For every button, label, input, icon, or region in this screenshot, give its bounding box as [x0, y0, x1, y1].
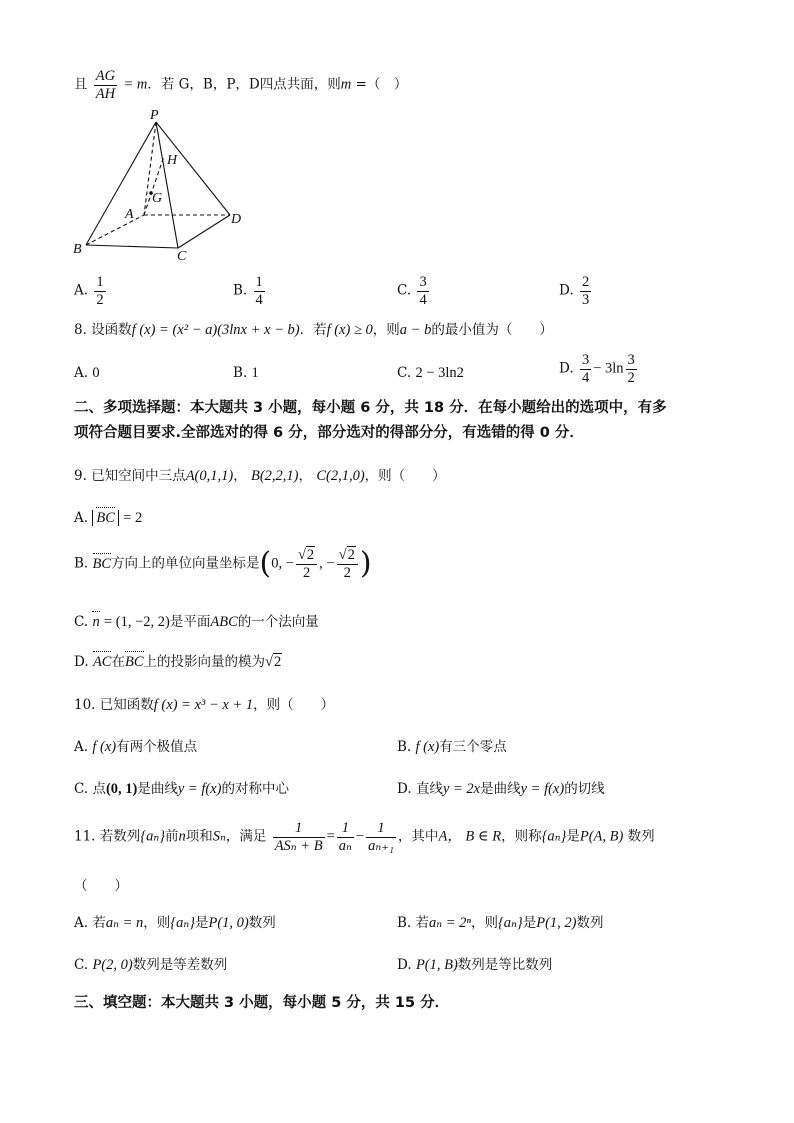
option-label: B. [397, 739, 412, 755]
q8-text-3: ，则 [372, 322, 400, 338]
q8-option-c[interactable] [397, 365, 464, 382]
question-number: 8. [74, 322, 87, 338]
q11-option-a[interactable] [74, 915, 276, 932]
q11-answer-paren: （ ） [74, 878, 128, 894]
vector-norm [92, 510, 119, 526]
q9-option-a[interactable] [74, 510, 142, 527]
q7-option-b[interactable] [233, 274, 267, 308]
denominator: 2 [343, 564, 351, 581]
option-label: A. [74, 365, 89, 381]
p-notation: P(1, 0) [208, 915, 249, 931]
option-mid: − 3ln [593, 360, 624, 377]
label-p: P [150, 108, 159, 123]
option-label: C. [397, 365, 412, 381]
question-number: 10. [74, 697, 96, 713]
option-fraction [94, 274, 105, 308]
numerator: 1 [255, 274, 263, 290]
q7-condition-line [74, 68, 407, 102]
q11-text-6: ，则称 [501, 828, 542, 845]
sqrt-sign: √2 [265, 654, 282, 670]
minus: − [355, 828, 365, 845]
q9-tail: ，则（ ） [364, 468, 446, 484]
q9-option-c[interactable] [74, 614, 319, 631]
denominator: ASₙ + B [274, 837, 323, 854]
option-text-is: 是 [195, 915, 209, 931]
q11-option-b[interactable] [397, 915, 604, 932]
q11-fraction-1 [273, 820, 325, 854]
option-label: C. [397, 282, 412, 299]
option-text-1: 是平面 [169, 614, 211, 630]
sqrt-fraction-2 [337, 547, 358, 581]
question-number: 9. [74, 468, 87, 484]
numerator: 1 [96, 274, 104, 290]
option-value: = 2 [123, 510, 143, 526]
option-label: A. [74, 282, 89, 299]
q9-option-d[interactable] [74, 654, 282, 671]
section-2-line-2: 项符合题目要求.全部选对的得 6 分，部分选对的得部分分，有选错的得 0 分． [74, 425, 584, 441]
numerator: 1 [273, 820, 325, 838]
q8-condition: f (x) ≥ 0 [326, 322, 373, 338]
option-label: B. [74, 555, 89, 572]
q10-option-b[interactable] [397, 739, 507, 756]
option-label: C. [74, 781, 89, 797]
option-text-is: 是 [522, 915, 537, 931]
option-text-pre: 若 [92, 915, 106, 931]
p-notation: P(1, 2) [536, 915, 577, 931]
q9-point-c: C(2,1,0) [316, 468, 365, 484]
vector-bc: BC [96, 510, 115, 526]
q7-condition-text: ．若 G，B，P，D四点共面，则 [147, 76, 341, 93]
section-2-heading [74, 396, 667, 446]
q10-option-c[interactable] [74, 781, 289, 798]
label-h: H [167, 153, 178, 168]
sum-var: Sₙ [212, 828, 226, 845]
q7-ratio-fraction [94, 68, 117, 102]
q8-option-b[interactable] [233, 365, 259, 382]
option-value: 0 [92, 365, 100, 381]
q10-tail: ，则（ ） [253, 697, 335, 713]
q10-option-d[interactable] [397, 781, 605, 798]
denominator: 3 [581, 291, 590, 308]
function-ref: f (x) [415, 739, 440, 755]
q7-ratio-denominator: AH [95, 85, 116, 102]
q10-function-expr: f (x) = x³ − x + 1 [153, 697, 254, 713]
p-notation: P(2, 0) [92, 957, 133, 973]
p-notation: P(1, B) [415, 957, 458, 973]
option-value: 2 − 3ln2 [415, 365, 464, 381]
q11-option-c[interactable] [74, 957, 227, 974]
option-fraction [417, 274, 428, 308]
option-fraction-2 [626, 352, 637, 386]
edge-bc [86, 245, 178, 248]
label-b: B [73, 242, 82, 257]
numerator: 3 [419, 274, 427, 290]
label-c: C [177, 249, 187, 264]
q11-option-d[interactable] [397, 957, 552, 974]
denominator: 4 [581, 369, 590, 386]
option-label: D. [397, 781, 412, 797]
q7-ratio-equals: = m [123, 76, 148, 93]
option-text-mid: 是曲线 [137, 781, 178, 797]
option-text-2: 的一个法向量 [237, 614, 319, 630]
q7-prefix: 且 [74, 76, 88, 93]
option-label: A. [74, 510, 89, 526]
option-label: B. [397, 915, 412, 931]
ab-condition: A， B ∈ R [438, 828, 502, 845]
q8-stem [74, 322, 553, 339]
option-label: C. [74, 957, 89, 973]
coord-part-1: 0, − [271, 555, 294, 572]
p-notation: P(A, B) [579, 828, 624, 845]
q11-text-1: 若数列 [99, 828, 141, 845]
radicand: 2 [347, 546, 355, 563]
function-ref: f (x) [92, 739, 117, 755]
label-d: D [231, 212, 242, 227]
q8-function-expr: f (x) = (x² − a)(3lnx + x − b) [131, 322, 300, 338]
q7-option-a[interactable] [74, 274, 108, 308]
q7-tail: =（ ） [351, 76, 408, 93]
q11-text-3: 项和 [185, 828, 213, 845]
coord-part-2: , − [319, 555, 335, 572]
option-text-post: 数列 [576, 915, 604, 931]
point-coords: (0, 1) [105, 781, 138, 797]
edge-pd [156, 122, 230, 215]
q9-stem: 9. 已知空间中三点A(0,1,1)， B(2,2,1)， C(2,1,0)，则（ ） [74, 468, 446, 484]
q11-text-4: ，满足 [225, 828, 267, 845]
option-text-mid: 是曲线 [480, 781, 521, 797]
plane-name: ABC [210, 614, 238, 630]
q11-stem [74, 820, 655, 854]
option-label: D. [397, 957, 412, 973]
edge-cd [178, 215, 230, 248]
denominator: aₙ [338, 837, 352, 854]
vector-bc: BC [92, 555, 112, 572]
segment-ah-hidden [144, 156, 164, 215]
denominator: 2 [96, 291, 104, 308]
q11-text-8: 数列 [627, 828, 655, 845]
q9-option-b[interactable] [74, 546, 372, 582]
numerator: 1 [366, 820, 396, 838]
n-var: n [178, 828, 186, 845]
option-label: B. [233, 282, 248, 299]
option-text: 数列是等差数列 [132, 957, 228, 973]
option-text-mid: ，则 [143, 915, 171, 931]
q7-option-c[interactable] [397, 274, 431, 308]
denominator: 2 [627, 369, 635, 386]
sqrt-sign: √2 [297, 546, 315, 563]
sequence: {aₙ} [541, 828, 567, 845]
option-text-mid: ，则 [471, 915, 498, 931]
option-fraction [254, 274, 265, 308]
sqrt-fraction-1 [296, 547, 317, 581]
denominator: 4 [255, 291, 263, 308]
q10-stem [74, 697, 334, 714]
label-g: G [152, 191, 163, 206]
q9-text: 已知空间中三点 [91, 468, 186, 484]
radicand: 2 [306, 546, 315, 563]
option-text-1: 在 [111, 654, 125, 670]
q11-text-5: ，其中 [397, 828, 439, 845]
label-a: A [125, 207, 134, 222]
q8-text-1: 设函数 [91, 322, 132, 338]
curve-eq: y = f(x) [520, 781, 565, 797]
option-text-pre: 直线 [415, 781, 443, 797]
section-3-heading: 三、填空题：本大题共 3 小题，每小题 5 分，共 15 分． [74, 995, 450, 1011]
option-value: 1 [251, 365, 259, 381]
q8-text-4: 的最小值为（ ） [431, 322, 553, 338]
option-text-pre: 若 [415, 915, 430, 931]
sequence: {aₙ} [140, 828, 166, 845]
option-label: A. [74, 915, 89, 931]
option-text-post: 的对称中心 [221, 781, 289, 797]
edge-pb [86, 122, 156, 245]
open-paren: ( [259, 546, 272, 581]
condition: aₙ = 2ⁿ [429, 915, 471, 931]
sqrt-sign: √2 [338, 546, 355, 563]
option-label: D. [559, 282, 574, 299]
sequence: {aₙ} [498, 915, 523, 931]
option-text-post: 的切线 [564, 781, 605, 797]
numerator: 1 [337, 820, 354, 838]
q8-option-a[interactable] [74, 365, 100, 382]
q10-text: 已知函数 [99, 697, 154, 713]
option-label: D. [74, 654, 89, 670]
curve-eq: y = f(x) [177, 781, 222, 797]
numerator: 3 [627, 352, 635, 368]
q8-target: a − b [399, 322, 432, 338]
line-eq: y = 2x [442, 781, 481, 797]
q11-fraction-3 [366, 820, 396, 854]
denominator: 4 [419, 291, 427, 308]
numerator: 3 [581, 352, 590, 368]
q7-option-d[interactable] [559, 274, 593, 308]
option-fraction [580, 274, 591, 308]
q11-text-2: 前 [165, 828, 179, 845]
option-text: 数列是等比数列 [457, 957, 553, 973]
denominator: aₙ₊₁ [368, 837, 394, 854]
option-label: D. [559, 360, 574, 377]
vector-n: n [92, 614, 100, 630]
q9-point-a: A(0,1,1) [185, 468, 234, 484]
question-number: 11. [74, 828, 96, 845]
option-text: 有三个零点 [439, 739, 507, 755]
vector-ac: AC [92, 654, 112, 670]
radicand: 2 [273, 654, 282, 670]
vector-bc: BC [124, 654, 144, 670]
q7-variable: m [340, 76, 352, 93]
option-text: 方向上的单位向量坐标是 [111, 555, 260, 572]
option-label: C. [74, 614, 89, 630]
option-label: A. [74, 739, 89, 755]
q8-text-2: ．若 [299, 322, 327, 338]
option-text-pre: 点 [92, 781, 106, 797]
q11-fraction-2 [337, 820, 354, 854]
section-2-line-1: 二、多项选择题：本大题共 3 小题，每小题 6 分，共 18 分．在每小题给出的选项中，有多 [74, 400, 667, 416]
option-text-2: 上的投影向量的模为 [143, 654, 265, 670]
option-text: 有两个极值点 [116, 739, 198, 755]
q11-text-7: 是 [566, 828, 580, 845]
q8-option-d[interactable] [559, 352, 639, 386]
q10-option-a[interactable] [74, 739, 197, 756]
option-label: B. [233, 365, 248, 381]
option-text-post: 数列 [248, 915, 276, 931]
equals: = [326, 828, 335, 845]
option-fraction-1 [580, 352, 591, 386]
denominator: 2 [302, 564, 311, 581]
option-value: = (1, −2, 2) [103, 614, 170, 630]
edge-pc [156, 122, 178, 248]
sequence: {aₙ} [170, 915, 195, 931]
condition: aₙ = n [105, 915, 144, 931]
q7-ratio-numerator: AG [95, 68, 116, 84]
q9-point-b: B(2,2,1) [251, 468, 299, 484]
numerator: 2 [581, 274, 590, 290]
pyramid-figure [70, 106, 260, 266]
close-paren: ) [359, 546, 372, 581]
